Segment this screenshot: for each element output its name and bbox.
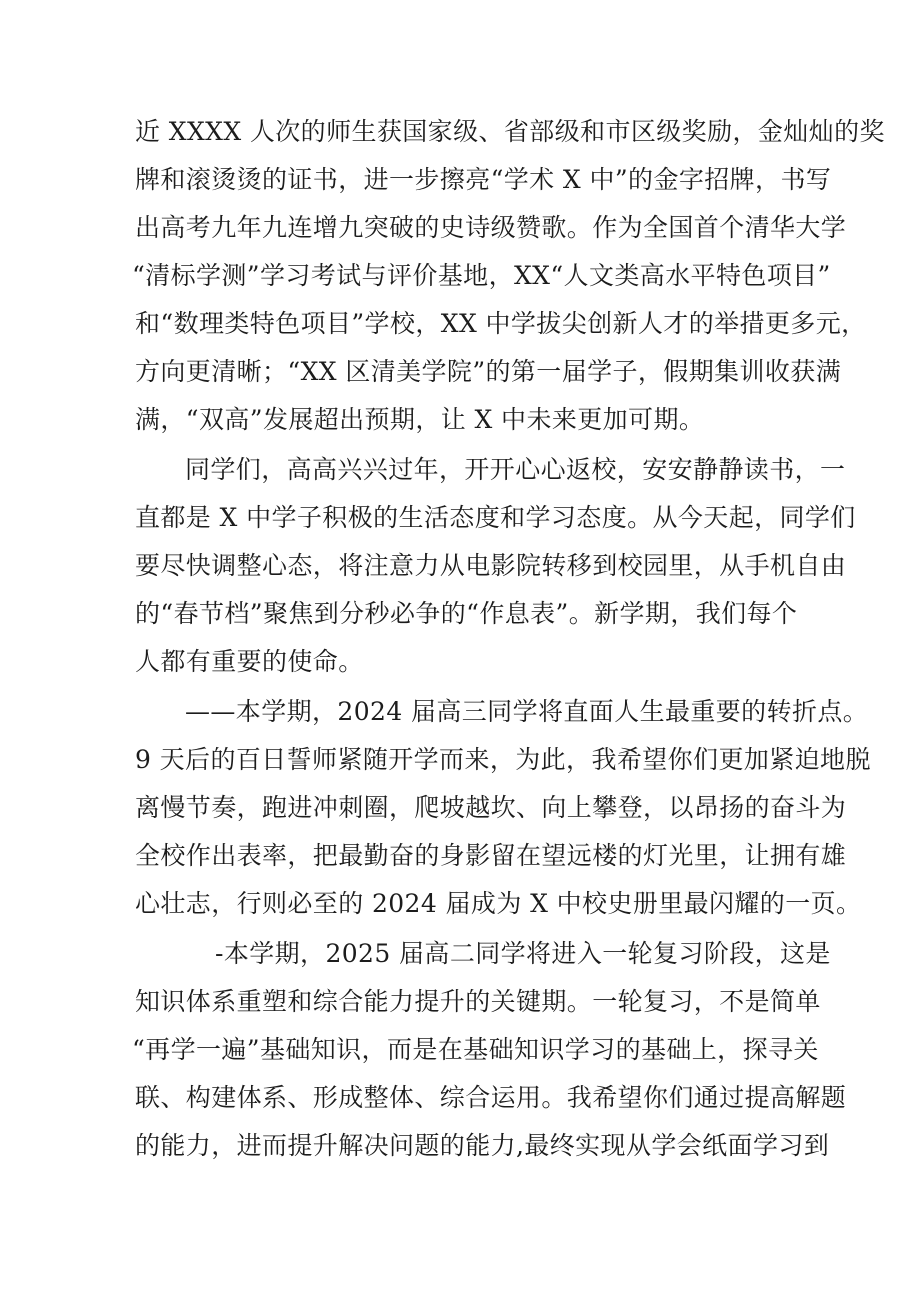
paragraph-line: 离慢节奏，跑进冲刺圈，爬坡越坎、向上攀登，以昂扬的奋斗为 [135,793,847,822]
paragraph-line: 要尽快调整心态，将注意力从电影院转移到校园里，从手机自由 [135,551,847,580]
paragraph-line: 牌和滚烫烫的证书，进一步擦亮“学术 X 中”的金字招牌，书写 [135,165,832,194]
paragraph-line: 的“春节档”聚焦到分秒必争的“作息表”。新学期，我们每个 [135,599,798,628]
paragraph-line: 9 天后的百日誓师紧随开学而来，为此，我希望你们更加紧迫地脱 [135,745,871,774]
paragraph-line: 直都是 X 中学子积极的生活态度和学习态度。从今天起，同学们 [135,503,856,532]
paragraph-line: “清标学测”学习考试与评价基地，XX“人文类高水平特色项目” [132,261,831,290]
paragraph-line: 知识体系重塑和综合能力提升的关键期。一轮复习，不是简单 [135,987,821,1016]
paragraph-line: 的能力，进而提升解决问题的能力,最终实现从学会纸面学习到 [135,1131,830,1160]
paragraph-line: 全校作出表率，把最勤奋的身影留在望远楼的灯光里，让拥有雄 [135,841,847,870]
paragraph-line: 同学们，高高兴兴过年，开开心心返校，安安静静读书，一 [185,455,846,484]
paragraph-line: 方向更清晰；“XX 区清美学院”的第一届学子，假期集训收获满 [135,357,842,386]
paragraph-line: -本学期，2025 届高二同学将进入一轮复习阶段，这是 [215,939,831,968]
paragraph-line: 联、构建体系、形成整体、综合运用。我希望你们通过提高解题 [135,1083,847,1112]
paragraph-line: 心壮志，行则必至的 2024 届成为 X 中校史册里最闪耀的一页。 [135,889,862,918]
paragraph-line: 近 XXXX 人次的师生获国家级、省部级和市区级奖励，金灿灿的奖 [135,117,885,146]
paragraph-line: ——本学期，2024 届高三同学将直面人生最重要的转折点。 [185,697,869,726]
paragraph-line: 满，“双高”发展超出预期，让 X 中未来更加可期。 [135,405,705,434]
paragraph-line: 出高考九年九连增九突破的史诗级赞歌。作为全国首个清华大学 [135,213,847,242]
paragraph-line: 和“数理类特色项目”学校，XX 中学拔尖创新人才的举措更多元， [135,309,867,338]
paragraph-line: 人都有重要的使命。 [135,647,364,676]
paragraph-line: “再学一遍”基础知识，而是在基础知识学习的基础上，探寻关 [132,1035,819,1064]
